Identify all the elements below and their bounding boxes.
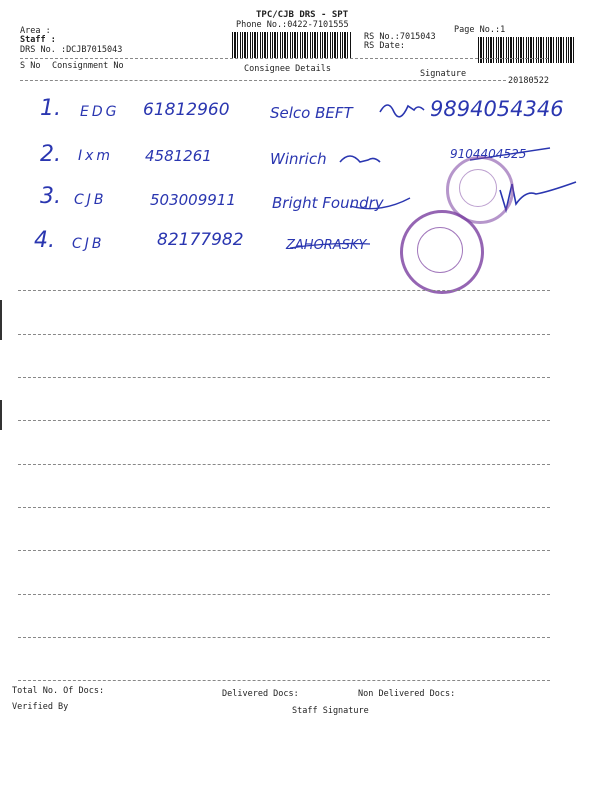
entry-sign: 9894054346 <box>430 97 564 121</box>
ruled-line <box>18 594 550 595</box>
company-stamp-zahoransky <box>400 210 484 294</box>
ruled-line <box>18 680 550 681</box>
ruled-line <box>18 550 550 551</box>
entry-consignment: 4581261 <box>145 147 212 165</box>
phone-label: Phone No.: <box>236 20 288 30</box>
stamp-inner-ring <box>417 227 463 273</box>
rs-no-label: RS No.: <box>364 32 400 42</box>
entry-sno: 1. <box>40 96 61 121</box>
entry-consignment: 82177982 <box>157 230 244 250</box>
ruled-line <box>18 507 550 508</box>
entry-sno: 4. <box>34 228 55 253</box>
page-title: TPC/CJB DRS - SPT <box>256 10 349 20</box>
total-docs-label: Total No. Of Docs: <box>12 686 105 696</box>
col-consignment: Consignment No <box>52 61 124 71</box>
ruled-line <box>18 290 550 291</box>
col-signature: Signature <box>420 69 467 79</box>
rs-date-label: RS Date: <box>364 41 405 51</box>
staff-label: Staff : <box>20 35 56 45</box>
entry-sno: 2. <box>40 142 61 167</box>
drs-no-label: DRS No. : <box>20 45 67 55</box>
date-code: 20180522 <box>508 76 549 86</box>
ruled-line <box>18 464 550 465</box>
non-delivered-docs-label: Non Delivered Docs: <box>358 689 456 699</box>
page-no-label: Page No.: <box>454 25 501 35</box>
ruled-line <box>18 377 550 378</box>
ruled-line <box>18 334 550 335</box>
entry-code: Ixm <box>78 148 114 164</box>
verified-by-label: Verified By <box>12 702 69 712</box>
rs-no-value: 7015043 <box>399 32 436 42</box>
page-no-value: 1 <box>500 25 506 35</box>
phone-value: 0422-7101555 <box>287 20 349 30</box>
entry-consignee: ZAHORASKY <box>286 238 367 253</box>
col-sno: S No <box>20 61 41 71</box>
entry-consignment: 61812960 <box>143 100 230 120</box>
entry-code: EDG <box>80 104 120 120</box>
entry-sno: 3. <box>40 184 61 209</box>
entry-consignee: Winrich <box>270 150 327 168</box>
staff-signature-label: Staff Signature <box>292 706 369 716</box>
stamp-inner-ring <box>459 169 497 207</box>
entry-code: CJB <box>72 236 105 252</box>
delivered-docs-label: Delivered Docs: <box>222 689 299 699</box>
entry-sign: 9104404525 <box>450 147 527 161</box>
ruled-line <box>18 637 550 638</box>
entry-consignment: 503009911 <box>150 191 236 209</box>
area-label: Area : <box>20 26 51 36</box>
col-consignee: Consignee Details <box>244 64 331 74</box>
ruled-line <box>18 420 550 421</box>
entry-consignee: Bright Foundry <box>272 194 384 212</box>
entry-consignee: Selco BEFT <box>270 104 353 122</box>
drs-no-value: DCJB7015043 <box>66 45 123 55</box>
entry-code: CJB <box>74 192 107 208</box>
